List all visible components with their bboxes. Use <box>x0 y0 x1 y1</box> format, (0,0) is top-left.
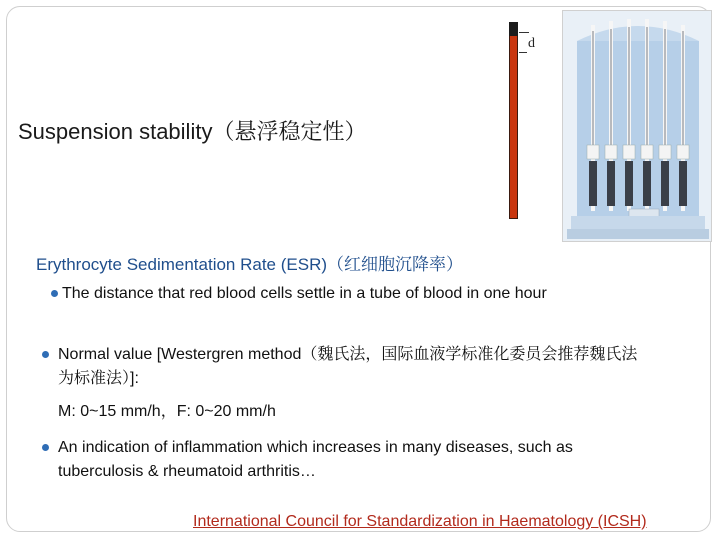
tube-marker-line <box>519 52 527 53</box>
tube-label: d <box>528 36 535 51</box>
westergren-rack-photo <box>562 10 712 242</box>
tube-plasma-layer <box>509 22 518 36</box>
bullet-icon <box>42 351 49 358</box>
list-item <box>58 343 648 391</box>
icsh-link[interactable]: International Council for Standardization in Haematology (ICSH) <box>193 513 647 530</box>
sedimentation-tube-image <box>509 22 518 219</box>
page-title: Suspension stability（悬浮稳定性） <box>18 119 367 144</box>
list-item <box>58 436 648 484</box>
bullet-text: Normal value [Westergren method（魏氏法，国际血液学标准化委员会推荐魏氏法为标准法）]: <box>58 346 638 387</box>
westergren-rack-illustration <box>563 11 712 242</box>
tube-marker-line <box>519 32 529 33</box>
bullet-text: An indication of inflammation which increases in many diseases, such as tuberculosis & rheumatoid arthritis… <box>58 439 573 480</box>
bullet-text: The distance that red blood cells settle in a tube of blood in one hour <box>62 285 547 302</box>
list-item <box>62 282 622 306</box>
esr-heading: Erythrocyte Sedimentation Rate (ESR)（红细胞沉降率） <box>36 255 464 274</box>
normal-values-text: M: 0~15 mm/h，F: 0~20 mm/h <box>58 403 276 420</box>
bullet-icon <box>42 444 49 451</box>
bullet-icon <box>51 290 58 297</box>
